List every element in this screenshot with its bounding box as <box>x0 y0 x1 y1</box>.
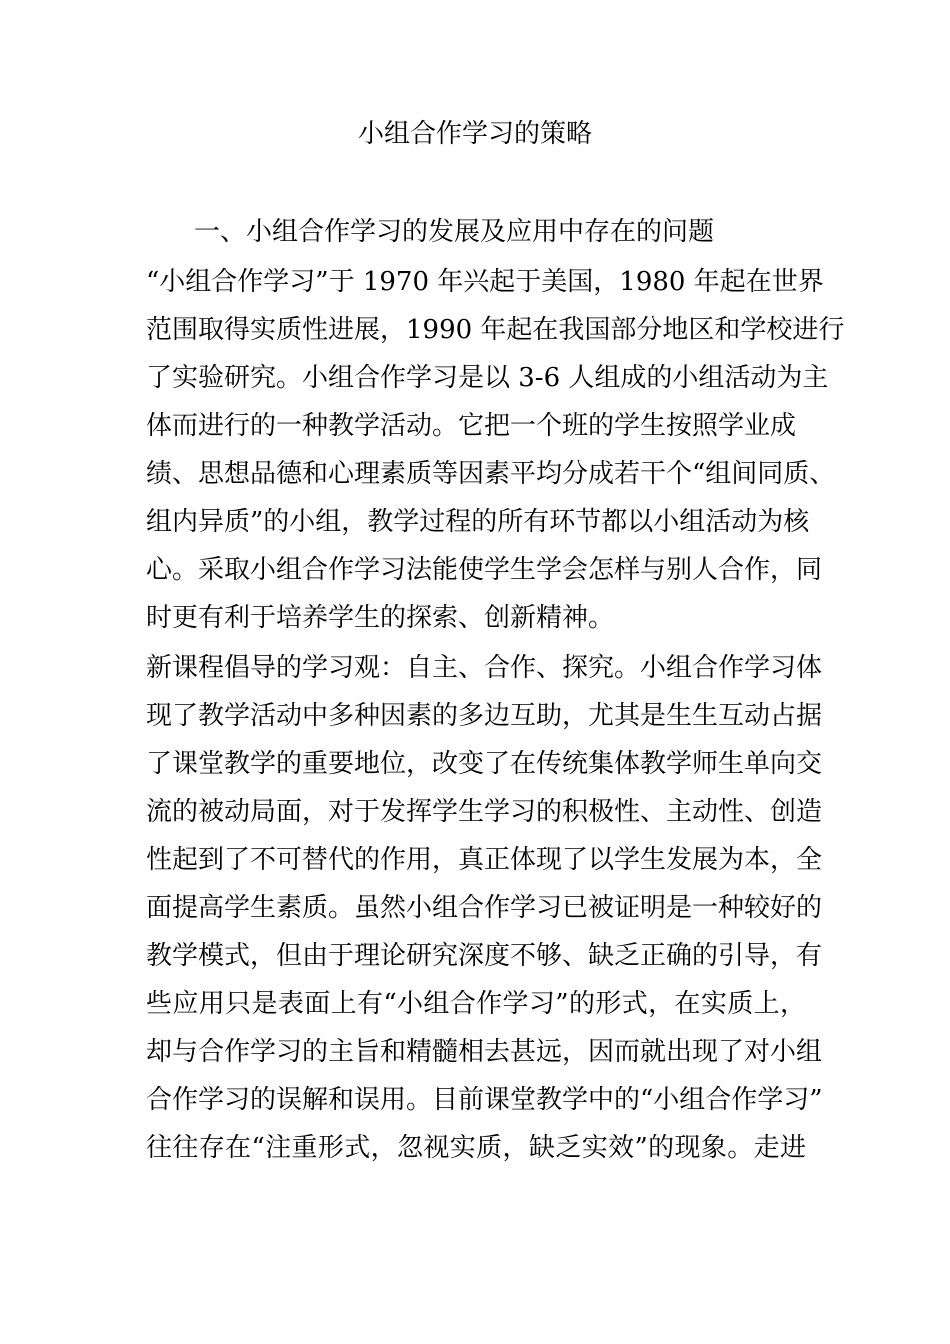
body-line: 范围取得实质性进展，1990 年起在我国部分地区和学校进行 <box>146 315 845 345</box>
body-line: 流的被动局面，对于发挥学生学习的积极性、主动性、创造 <box>146 797 823 827</box>
body-line: 往往存在“注重形式，忽视实质，缺乏实效”的现象。走进 <box>146 1133 806 1163</box>
body-line: 了实验研究。小组合作学习是以 3-6 人组成的小组活动为主 <box>146 363 829 393</box>
section-heading: 一、小组合作学习的发展及应用中存在的问题 <box>194 217 715 247</box>
body-line: 新课程倡导的学习观：自主、合作、探究。小组合作学习体 <box>146 653 823 683</box>
body-line: 心。采取小组合作学习法能使学生学会怎样与别人合作，同 <box>146 555 823 585</box>
body-line: 合作学习的误解和误用。目前课堂教学中的“小组合作学习” <box>146 1085 823 1115</box>
body-line: 现了教学活动中多种因素的多边互助，尤其是生生互动占据 <box>146 701 823 731</box>
document-title: 小组合作学习的策略 <box>357 119 592 149</box>
body-line: 面提高学生素质。虽然小组合作学习已被证明是一种较好的 <box>146 893 823 923</box>
body-line: “小组合作学习”于 1970 年兴起于美国，1980 年起在世界 <box>146 267 824 297</box>
body-line: 性起到了不可替代的作用，真正体现了以学生发展为本，全 <box>146 845 823 875</box>
body-line: 时更有利于培养学生的探索、创新精神。 <box>146 603 615 633</box>
body-line: 却与合作学习的主旨和精髓相去甚远，因而就出现了对小组 <box>146 1037 823 1067</box>
body-line: 体而进行的一种教学活动。它把一个班的学生按照学业成 <box>146 411 797 441</box>
body-line: 教学模式，但由于理论研究深度不够、缺乏正确的引导，有 <box>146 941 823 971</box>
body-line: 些应用只是表面上有“小组合作学习”的形式，在实质上， <box>146 989 806 1019</box>
body-line: 绩、思想品德和心理素质等因素平均分成若干个“组间同质、 <box>146 459 836 489</box>
body-line: 了课堂教学的重要地位，改变了在传统集体教学师生单向交 <box>146 749 823 779</box>
body-line: 组内异质”的小组，教学过程的所有环节都以小组活动为核 <box>146 507 810 537</box>
